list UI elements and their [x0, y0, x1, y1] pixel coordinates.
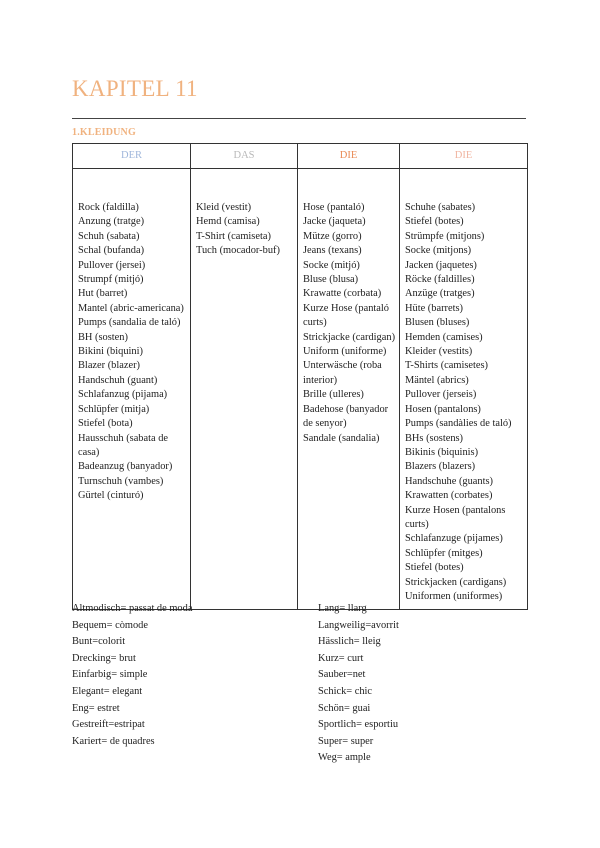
list-item: BHs (sostens)	[405, 432, 464, 444]
section-title: 1.KLEIDUNG	[72, 127, 136, 138]
list-item: T-Shirt (camiseta)	[196, 230, 271, 242]
list-item: Schuhe (sabates)	[405, 202, 476, 213]
list-item: Hüte (barrets)	[405, 302, 463, 314]
column-die	[298, 169, 400, 610]
list-item: Unterwäsche (roba interior)	[303, 360, 382, 386]
list-item: BH (sosten)	[78, 331, 128, 343]
adjective-item: Elegant= elegant	[72, 685, 143, 697]
list-item: Hemd (camisa)	[196, 216, 260, 228]
column-der	[73, 169, 191, 610]
list-item: Stiefel (bota)	[78, 418, 133, 430]
list-item: Blazer (blazer)	[78, 360, 141, 372]
list-item: Röcke (faldilles)	[405, 274, 475, 286]
adjective-item: Einfarbig= simple	[72, 669, 148, 681]
table-header-row	[73, 144, 528, 169]
adjective-list-right	[318, 601, 399, 767]
adjective-list-left	[72, 601, 192, 750]
list-item: Badehose (banyador de senyor)	[303, 403, 389, 430]
adjective-item: Sportlich= esportiu	[318, 719, 399, 731]
list-item: Hut (barret)	[78, 288, 128, 300]
list-item: Anzung (tratge)	[78, 216, 145, 228]
adjective-item: Drecking= brut	[72, 652, 136, 664]
adjective-item: Schick= chic	[318, 685, 373, 697]
list-item: Socke (mitjó)	[303, 259, 360, 271]
title-divider	[72, 118, 526, 119]
header-die: DIE	[298, 144, 400, 169]
list-item: Strickjacken (cardigans)	[405, 576, 507, 588]
list-item: Socke (mitjons)	[405, 245, 472, 257]
list-item: Blusen (bluses)	[405, 317, 470, 329]
list-item: Turnschuh (vambes)	[78, 475, 164, 487]
adjective-item: Weg= ample	[318, 752, 371, 764]
list-item: Bikini (biquini)	[78, 346, 143, 358]
list-item: Schlafanzuge (pijames)	[405, 533, 503, 545]
header-der: DER	[73, 144, 191, 169]
list-item: Jacken (jaquetes)	[405, 259, 477, 271]
list-item: Hose (pantaló)	[303, 202, 365, 213]
adjective-item: Schön= guai	[318, 702, 371, 714]
table-row	[73, 169, 528, 610]
list-item: Mäntel (abrics)	[405, 374, 469, 386]
list-item: Uniformen (uniformes)	[405, 590, 503, 602]
list-item: Sandale (sandalia)	[303, 432, 380, 444]
list-item: Schal (bufanda)	[78, 245, 145, 257]
list-item: Kurze Hosen (pantalons curts)	[405, 504, 506, 530]
adjective-item: Gestreift=estripat	[72, 719, 145, 731]
list-item: Kleid (vestit)	[196, 202, 252, 213]
adjective-item: Hässlich= lleig	[318, 636, 381, 648]
list-item: Pullover (jerseis)	[405, 389, 477, 401]
list-item: Hemden (camises)	[405, 331, 483, 343]
list-item: Hosen (pantalons)	[405, 403, 481, 415]
adjective-item: Kariert= de quadres	[72, 735, 155, 747]
list-item: Handschuh (guant)	[78, 374, 158, 386]
adjective-item: Eng= estret	[72, 702, 120, 714]
vocab-table	[72, 143, 528, 610]
list-item: Uniform (uniforme)	[303, 346, 387, 358]
list-item: Strümpfe (mitjons)	[405, 230, 485, 242]
header-die-plural: DIE	[400, 144, 528, 169]
list-item: Mantel (abric-americana)	[78, 302, 184, 314]
list-item: Blazers (blazers)	[405, 461, 476, 473]
list-item: Schlüpfer (mitges)	[405, 547, 483, 559]
list-item: Gürtel (cinturó)	[78, 490, 144, 502]
adjective-item: Kurz= curt	[318, 652, 364, 664]
list-item: Hausschuh (sabata de casa)	[78, 432, 169, 458]
list-item: Strumpf (mitjó)	[78, 274, 144, 286]
list-item: Schlafanzug (pijama)	[78, 389, 168, 401]
list-item: Stiefel (botes)	[405, 216, 464, 228]
list-item: T-Shirts (camisetes)	[405, 360, 489, 372]
list-item: Schuh (sabata)	[78, 230, 140, 242]
list-item: Pullover (jersei)	[78, 259, 146, 271]
column-das	[191, 169, 298, 610]
adjective-item: Altmodisch= passat de moda	[72, 603, 193, 614]
list-item: Bikinis (biquinis)	[405, 446, 479, 458]
list-item: Badeanzug (banyador)	[78, 461, 173, 473]
adjective-item: Sauber=net	[318, 669, 366, 681]
list-item: Strickjacke (cardigan)	[303, 331, 396, 343]
list-item: Anzüge (tratges)	[405, 288, 475, 300]
adjective-item: Langweilig=avorrit	[318, 619, 399, 631]
list-item: Jeans (texans)	[303, 245, 362, 257]
list-item: Bluse (blusa)	[303, 274, 359, 286]
adjective-item: Lang= llarg	[318, 603, 367, 614]
list-item: Pumps (sandalia de taló)	[78, 317, 181, 329]
list-item: Krawatten (corbates)	[405, 490, 493, 502]
list-item: Pumps (sandàlies de taló)	[405, 418, 512, 430]
adjective-item: Super= super	[318, 735, 374, 747]
list-item: Schlüpfer (mitja)	[78, 403, 150, 415]
list-item: Krawatte (corbata)	[303, 288, 382, 300]
adjective-item: Bequem= còmode	[72, 619, 148, 631]
list-item: Brille (ulleres)	[303, 389, 364, 401]
header-das: DAS	[191, 144, 298, 169]
list-item: Stiefel (botes)	[405, 562, 464, 574]
list-item: Rock (faldilla)	[78, 202, 139, 213]
list-item: Kleider (vestits)	[405, 346, 473, 358]
adjective-item: Bunt=colorit	[72, 636, 126, 648]
list-item: Tuch (mocador-buf)	[196, 245, 280, 257]
list-item: Jacke (jaqueta)	[303, 216, 366, 228]
list-item: Handschuhe (guants)	[405, 475, 494, 487]
list-item: Kurze Hose (pantaló curts)	[303, 302, 389, 329]
column-die-plural	[400, 169, 528, 610]
list-item: Mütze (gorro)	[303, 230, 362, 242]
chapter-title: KAPITEL 11	[72, 76, 198, 101]
